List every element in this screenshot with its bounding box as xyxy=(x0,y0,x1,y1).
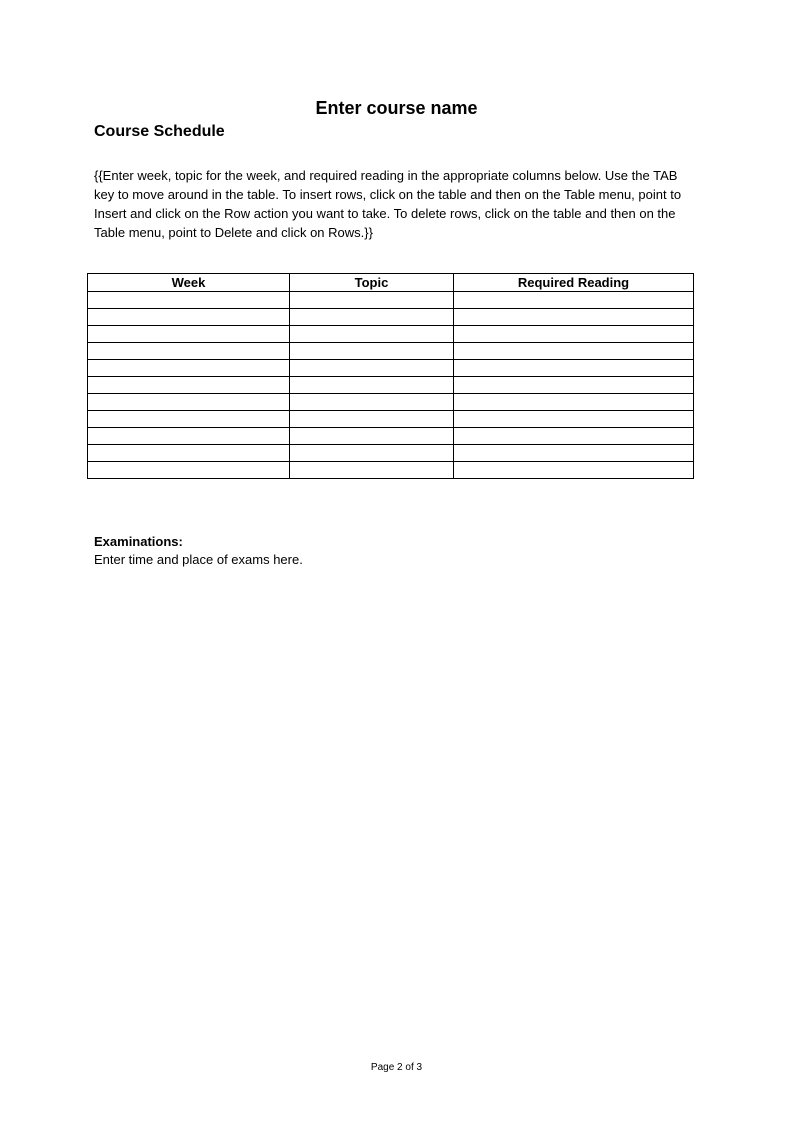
cell-week[interactable] xyxy=(88,428,290,445)
section-heading-course-schedule: Course Schedule xyxy=(94,123,225,140)
cell-topic[interactable] xyxy=(290,343,454,360)
course-schedule-table xyxy=(87,273,694,479)
table-header-row xyxy=(88,274,694,292)
table-row xyxy=(88,309,694,326)
table-row xyxy=(88,326,694,343)
cell-topic[interactable] xyxy=(290,360,454,377)
cell-required-reading[interactable] xyxy=(454,343,694,360)
cell-week[interactable] xyxy=(88,462,290,479)
cell-week[interactable] xyxy=(88,292,290,309)
page-title: Enter course name xyxy=(315,98,478,118)
cell-required-reading[interactable] xyxy=(454,462,694,479)
table-row xyxy=(88,411,694,428)
instructions-paragraph: {{Enter week, topic for the week, and required reading in the appropriate columns below. Use the TAB key to move around in the table. To insert rows, click on the table and then on the Table menu, point to Insert and click on the Row action you want to take. To delete rows, click on the table and then on the Table menu, point to Delete and click on Rows.}} xyxy=(94,168,682,240)
cell-required-reading[interactable] xyxy=(454,411,694,428)
table-row xyxy=(88,292,694,309)
cell-week[interactable] xyxy=(88,343,290,360)
cell-required-reading[interactable] xyxy=(454,309,694,326)
cell-required-reading[interactable] xyxy=(454,326,694,343)
cell-required-reading[interactable] xyxy=(454,445,694,462)
table-row xyxy=(88,445,694,462)
cell-week[interactable] xyxy=(88,445,290,462)
table-row xyxy=(88,377,694,394)
cell-required-reading[interactable] xyxy=(454,377,694,394)
cell-required-reading[interactable] xyxy=(454,394,694,411)
cell-week[interactable] xyxy=(88,377,290,394)
cell-topic[interactable] xyxy=(290,394,454,411)
page-number: Page 2 of 3 xyxy=(370,1062,423,1073)
table-row xyxy=(88,360,694,377)
cell-topic[interactable] xyxy=(290,462,454,479)
cell-week[interactable] xyxy=(88,326,290,343)
table-row xyxy=(88,462,694,479)
cell-required-reading[interactable] xyxy=(454,360,694,377)
column-header-week: Week xyxy=(88,274,290,292)
examinations-heading: Examinations: xyxy=(94,534,183,549)
cell-topic[interactable] xyxy=(290,309,454,326)
cell-week[interactable] xyxy=(88,411,290,428)
cell-topic[interactable] xyxy=(290,428,454,445)
table-body xyxy=(88,292,694,479)
cell-topic[interactable] xyxy=(290,445,454,462)
cell-week[interactable] xyxy=(88,360,290,377)
cell-topic[interactable] xyxy=(290,292,454,309)
cell-required-reading[interactable] xyxy=(454,292,694,309)
cell-week[interactable] xyxy=(88,394,290,411)
column-header-topic: Topic xyxy=(290,274,454,292)
cell-topic[interactable] xyxy=(290,411,454,428)
table-row xyxy=(88,428,694,445)
table-row xyxy=(88,343,694,360)
cell-topic[interactable] xyxy=(290,326,454,343)
examinations-text: Enter time and place of exams here. xyxy=(94,552,303,567)
column-header-required-reading: Required Reading xyxy=(454,274,694,292)
table-row xyxy=(88,394,694,411)
cell-required-reading[interactable] xyxy=(454,428,694,445)
cell-week[interactable] xyxy=(88,309,290,326)
cell-topic[interactable] xyxy=(290,377,454,394)
